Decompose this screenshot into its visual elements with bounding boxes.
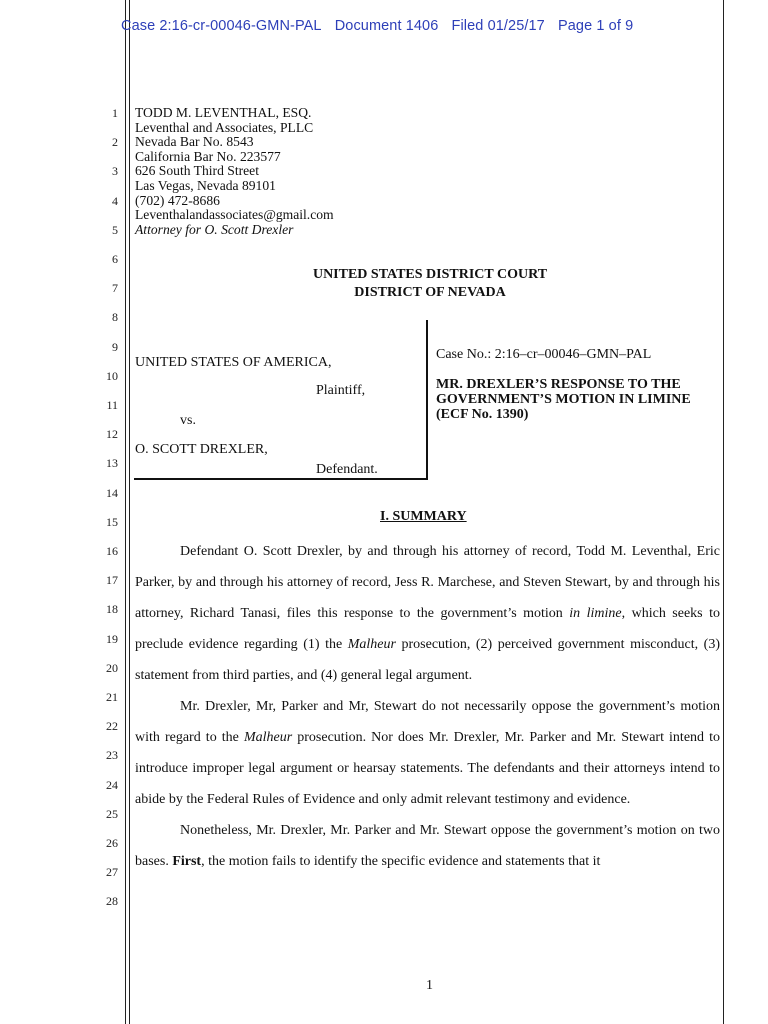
- paragraph-1-text-a: Defendant O. Scott Drexler, by and through his attorney of record, Todd M. Leventhal, Eric Parker, by and through his attorney of record, Jess R. Marchese, and Steven Stewart, by and through his attorney, Richard Tanasi, files this response to the government’s motion: [135, 544, 720, 621]
- paragraph-1-text-e: prosecution, (2) perceived government misconduct, (3) statement from third parties, and (4) general legal argument.: [135, 637, 720, 683]
- line-number: 1: [112, 106, 118, 120]
- attorney-name: TODD M. LEVENTHAL, ESQ.: [135, 105, 312, 120]
- attorney-phone: (702) 472-8686: [135, 192, 220, 208]
- attorney-block: [135, 106, 334, 237]
- paragraph-3-text-a: Nonetheless, Mr. Drexler, Mr. Parker and Mr. Stewart oppose the government’s motion on two bases.: [135, 823, 720, 869]
- line-number: 24: [106, 777, 118, 792]
- motion-title: [436, 377, 691, 422]
- line-number: 16: [106, 544, 118, 558]
- right-rule: [723, 0, 724, 1024]
- line-number: 14: [106, 485, 118, 500]
- attorney-city: Las Vegas, Nevada 89101: [135, 177, 276, 193]
- line-number: 21: [106, 690, 118, 704]
- paragraph-1-italic-malheur: Malheur: [347, 637, 396, 652]
- header-case-number: Case 2:16-cr-00046-GMN-PAL: [121, 18, 322, 34]
- header-filed-date: Filed 01/25/17: [451, 18, 545, 34]
- versus-label: vs.: [180, 413, 196, 428]
- line-number: 27: [106, 865, 118, 880]
- plaintiff-name: UNITED STATES OF AMERICA,: [135, 355, 332, 370]
- line-number: 8: [112, 310, 118, 325]
- line-number: 25: [106, 806, 118, 821]
- attorney-email: Leventhalandassociates@gmail.com: [135, 207, 334, 223]
- paragraph-1: [135, 536, 720, 691]
- attorney-firm: Leventhal and Associates, PLLC: [135, 119, 314, 135]
- line-number: 13: [106, 456, 118, 471]
- left-rule-outer: [125, 0, 126, 1024]
- paragraph-3: [135, 815, 720, 877]
- body-text: [135, 536, 720, 877]
- line-number: 9: [112, 339, 118, 354]
- header-page-count: Page 1 of 9: [557, 18, 634, 34]
- line-number: 23: [106, 748, 118, 763]
- case-number: Case No.: 2:16–cr–00046–GMN–PAL: [436, 347, 652, 362]
- attorney-for: Attorney for O. Scott Drexler: [135, 221, 294, 237]
- line-number: 28: [106, 894, 118, 909]
- court-district: DISTRICT OF NEVADA: [354, 285, 506, 300]
- line-number: 12: [106, 427, 118, 442]
- paragraph-2: [135, 691, 720, 815]
- header-document-number: Document 1406: [334, 18, 439, 34]
- paragraph-2-italic-malheur: Malheur: [243, 730, 293, 745]
- line-number: 10: [106, 368, 118, 383]
- plaintiff-label: Plaintiff,: [316, 383, 366, 398]
- line-number: 18: [106, 602, 118, 617]
- line-number: 4: [112, 193, 118, 208]
- defendant-label: Defendant.: [316, 462, 378, 477]
- section-heading: I. SUMMARY: [380, 509, 467, 524]
- line-number: 19: [106, 631, 118, 646]
- paragraph-3-bold-first: First: [172, 854, 202, 869]
- motion-title-line-1: MR. DREXLER’S RESPONSE TO THE: [436, 377, 681, 392]
- attorney-street: 626 South Third Street: [135, 163, 259, 179]
- defendant-name: O. SCOTT DREXLER,: [135, 442, 268, 457]
- paragraph-3-text-c: , the motion fails to identify the specific evidence and statements that it: [201, 854, 601, 869]
- line-number: 20: [106, 660, 118, 675]
- motion-title-line-2: GOVERNMENT’S MOTION IN LIMINE: [436, 392, 691, 407]
- line-number: 11: [106, 398, 118, 412]
- court-name: UNITED STATES DISTRICT COURT: [312, 267, 548, 282]
- line-number: 3: [112, 164, 118, 179]
- caption-horizontal-rule: [134, 478, 428, 480]
- line-number: 22: [106, 719, 118, 734]
- line-number: 15: [106, 514, 118, 529]
- left-rule-inner: [129, 0, 130, 1024]
- caption-vertical-rule: [426, 320, 428, 480]
- line-number: 26: [106, 836, 118, 850]
- ecf-header: [121, 18, 642, 34]
- line-number: 2: [112, 135, 118, 150]
- line-number: 5: [112, 222, 118, 237]
- line-number: 6: [112, 252, 118, 266]
- paragraph-2-text-a: Mr. Drexler, Mr, Parker and Mr, Stewart do not necessarily oppose the government’s motion with regard to the: [135, 699, 720, 745]
- paragraph-1-italic-in-limine: in limine: [569, 606, 622, 621]
- line-number: 17: [106, 573, 118, 588]
- page-number: 1: [426, 978, 433, 993]
- attorney-california-bar: California Bar No. 223577: [135, 148, 281, 164]
- paragraph-2-text-c: prosecution. Nor does Mr. Drexler, Mr. Parker and Mr. Stewart intend to introduce improper legal argument or hearsay statements. The defendants and their attorneys intend to abide by the Federal Rules of Evidence and only admit relevant testimony and evidence.: [135, 730, 721, 807]
- line-number: 7: [112, 281, 118, 296]
- paragraph-1-text-c: , which seeks to preclude evidence regarding (1) the: [135, 606, 720, 652]
- motion-title-line-3: (ECF No. 1390): [436, 407, 529, 422]
- attorney-nevada-bar: Nevada Bar No. 8543: [135, 134, 254, 150]
